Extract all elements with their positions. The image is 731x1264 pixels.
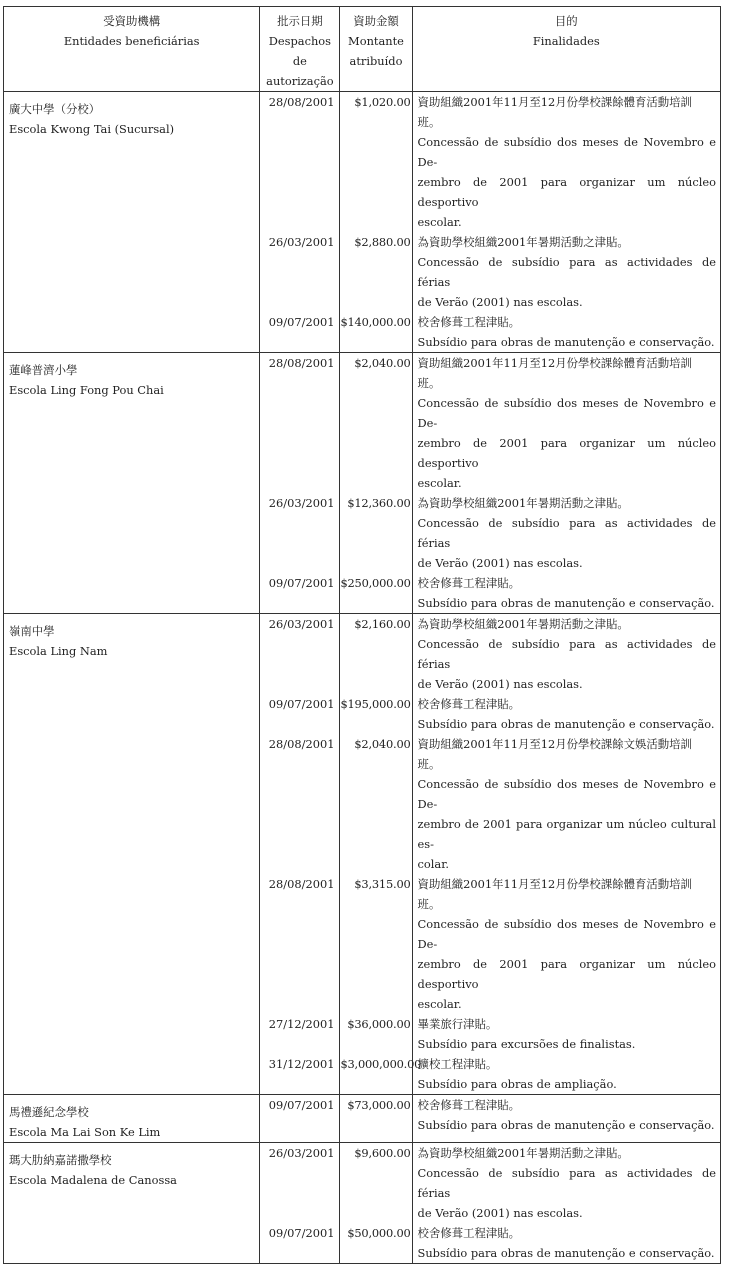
grant-row (4, 614, 721, 695)
header-date-zh: 批示日期 (277, 14, 323, 28)
purpose-line: zembro de 2001 para organizar um núcleo desportivo (417, 436, 716, 470)
grant-date: 26/03/2001 (260, 614, 340, 695)
grant-purpose (412, 92, 720, 233)
grant-amount: $250,000.00 (340, 573, 412, 614)
grant-amount: $36,000.00 (340, 1014, 412, 1054)
header-entities (4, 7, 260, 92)
purpose-line: de Verão (2001) nas escolas. (417, 295, 583, 309)
purpose-line: 資助組織2001年11月至12月份學校課餘體育活動培訓 (417, 356, 692, 370)
purpose-line: zembro de 2001 para organizar um núcleo desportivo (417, 957, 716, 991)
grant-purpose (412, 232, 720, 312)
purpose-line: Concessão de subsídio para as actividades de férias (417, 637, 716, 671)
grant-date: 28/08/2001 (260, 874, 340, 1014)
institution-cell (4, 1095, 260, 1143)
purpose-line: escolar. (417, 997, 462, 1011)
purpose-line: Concessão de subsídio para as actividades de férias (417, 1166, 716, 1200)
grant-purpose (412, 1143, 720, 1224)
grant-date: 26/03/2001 (260, 232, 340, 312)
grant-amount: $2,040.00 (340, 353, 412, 494)
institution-name-pt: Escola Ling Nam (9, 644, 108, 658)
grant-date: 28/08/2001 (260, 92, 340, 233)
purpose-line: escolar. (417, 476, 462, 490)
institution-cell (4, 1143, 260, 1264)
grant-amount: $1,020.00 (340, 92, 412, 233)
purpose-line: 校舍修葺工程津貼。 (417, 1226, 521, 1240)
grant-date: 09/07/2001 (260, 312, 340, 353)
grant-date: 27/12/2001 (260, 1014, 340, 1054)
purpose-line: 為資助學校組織2001年暑期活動之津貼。 (417, 1146, 629, 1160)
header-date-pt-1: Despachos de (268, 34, 332, 68)
purpose-line: Subsídio para obras de ampliação. (417, 1077, 617, 1091)
purpose-line: 為資助學校組織2001年暑期活動之津貼。 (417, 617, 629, 631)
header-entities-pt: Entidades beneficiárias (63, 34, 200, 48)
header-date (260, 7, 340, 92)
header-purpose-zh: 目的 (554, 14, 578, 28)
purpose-line: 資助組織2001年11月至12月份學校課餘文娛活動培訓 (417, 737, 692, 751)
header-purpose (412, 7, 720, 92)
header-amount (340, 7, 412, 92)
grant-purpose (412, 1014, 720, 1054)
institution-name-zh: 嶺南中學 (9, 624, 55, 638)
grant-amount: $3,315.00 (340, 874, 412, 1014)
grant-date: 09/07/2001 (260, 1223, 340, 1264)
grant-row (4, 1143, 721, 1224)
purpose-line: 資助組織2001年11月至12月份學校課餘體育活動培訓 (417, 95, 692, 109)
institution-name-pt: Escola Kwong Tai (Sucursal) (9, 122, 175, 136)
institution-name-pt: Escola Ma Lai Son Ke Lim (9, 1125, 161, 1139)
grant-date: 28/08/2001 (260, 734, 340, 874)
institution-name-pt: Escola Madalena de Canossa (9, 1173, 177, 1187)
purpose-line: colar. (417, 857, 450, 871)
grant-date: 09/07/2001 (260, 1095, 340, 1143)
purpose-line: 班。 (417, 376, 441, 390)
purpose-line: Concessão de subsídio para as actividades de férias (417, 255, 716, 289)
header-date-pt-2: autorização (266, 74, 334, 88)
purpose-line: de Verão (2001) nas escolas. (417, 1206, 583, 1220)
institution-name-zh: 廣大中學（分校） (9, 102, 101, 116)
purpose-line: Subsídio para excursões de finalistas. (417, 1037, 636, 1051)
purpose-line: Concessão de subsídio para as actividades de férias (417, 516, 716, 550)
grant-purpose (412, 573, 720, 614)
header-entities-zh: 受資助機構 (103, 14, 161, 28)
header-amount-pt-1: Montante (348, 34, 404, 48)
institution-cell (4, 353, 260, 614)
purpose-line: 校舍修葺工程津貼。 (417, 1098, 521, 1112)
purpose-line: Concessão de subsídio dos meses de Novembro e De- (417, 917, 716, 951)
grant-row (4, 92, 721, 233)
grant-purpose (412, 614, 720, 695)
grant-row (4, 353, 721, 494)
purpose-line: Concessão de subsídio dos meses de Novembro e De- (417, 135, 716, 169)
purpose-line: 校舍修葺工程津貼。 (417, 315, 521, 329)
grant-row (4, 1095, 721, 1143)
institution-cell (4, 614, 260, 1095)
grant-date: 26/03/2001 (260, 493, 340, 573)
purpose-line: 為資助學校組織2001年暑期活動之津貼。 (417, 496, 629, 510)
grant-amount: $12,360.00 (340, 493, 412, 573)
institution-name-pt: Escola Ling Fong Pou Chai (9, 383, 164, 397)
grant-date: 31/12/2001 (260, 1054, 340, 1095)
purpose-line: 校舍修葺工程津貼。 (417, 697, 521, 711)
purpose-line: zembro de 2001 para organizar um núcleo cultural es- (417, 817, 716, 851)
purpose-line: 畢業旅行津貼。 (417, 1017, 498, 1031)
grant-purpose (412, 874, 720, 1014)
grant-amount: $2,880.00 (340, 232, 412, 312)
purpose-line: Subsídio para obras de manutenção e conservação. (417, 1246, 715, 1260)
purpose-line: Subsídio para obras de manutenção e conservação. (417, 335, 715, 349)
purpose-line: Subsídio para obras de manutenção e conservação. (417, 1118, 715, 1132)
purpose-line: zembro de 2001 para organizar um núcleo desportivo (417, 175, 716, 209)
header-amount-zh: 資助金額 (353, 14, 399, 28)
purpose-line: Subsídio para obras de manutenção e conservação. (417, 596, 715, 610)
grant-purpose (412, 1054, 720, 1095)
grants-table (3, 6, 721, 1264)
grant-purpose (412, 493, 720, 573)
purpose-line: 資助組織2001年11月至12月份學校課餘體育活動培訓 (417, 877, 692, 891)
grant-amount: $3,000,000.00 (340, 1054, 412, 1095)
institution-name-zh: 蓮峰普濟小學 (9, 363, 78, 377)
header-purpose-pt: Finalidades (532, 34, 600, 48)
purpose-line: de Verão (2001) nas escolas. (417, 677, 583, 691)
grant-date: 09/07/2001 (260, 694, 340, 734)
purpose-line: 擴校工程津貼。 (417, 1057, 498, 1071)
purpose-line: de Verão (2001) nas escolas. (417, 556, 583, 570)
grant-amount: $50,000.00 (340, 1223, 412, 1264)
purpose-line: escolar. (417, 215, 462, 229)
grant-date: 28/08/2001 (260, 353, 340, 494)
purpose-line: 校舍修葺工程津貼。 (417, 576, 521, 590)
grant-amount: $140,000.00 (340, 312, 412, 353)
purpose-line: 為資助學校組織2001年暑期活動之津貼。 (417, 235, 629, 249)
header-amount-pt-2: atribuído (349, 54, 403, 68)
header-row (4, 7, 721, 92)
grant-purpose (412, 734, 720, 874)
grant-purpose (412, 1223, 720, 1264)
purpose-line: 班。 (417, 757, 441, 771)
grant-amount: $2,040.00 (340, 734, 412, 874)
purpose-line: 班。 (417, 897, 441, 911)
grant-amount: $2,160.00 (340, 614, 412, 695)
purpose-line: Concessão de subsídio dos meses de Novembro e De- (417, 777, 716, 811)
grant-amount: $195,000.00 (340, 694, 412, 734)
grant-amount: $9,600.00 (340, 1143, 412, 1224)
institution-name-zh: 瑪大肋納嘉諾撒學校 (9, 1153, 112, 1167)
grant-amount: $73,000.00 (340, 1095, 412, 1143)
purpose-line: Subsídio para obras de manutenção e conservação. (417, 717, 715, 731)
grant-date: 09/07/2001 (260, 573, 340, 614)
grant-date: 26/03/2001 (260, 1143, 340, 1224)
grant-purpose (412, 694, 720, 734)
purpose-line: 班。 (417, 115, 441, 129)
grant-purpose (412, 353, 720, 494)
table-body (4, 92, 721, 1264)
institution-cell (4, 92, 260, 353)
purpose-line: Concessão de subsídio dos meses de Novembro e De- (417, 396, 716, 430)
grant-purpose (412, 1095, 720, 1143)
institution-name-zh: 馬禮遜紀念學校 (9, 1105, 89, 1119)
grant-purpose (412, 312, 720, 353)
